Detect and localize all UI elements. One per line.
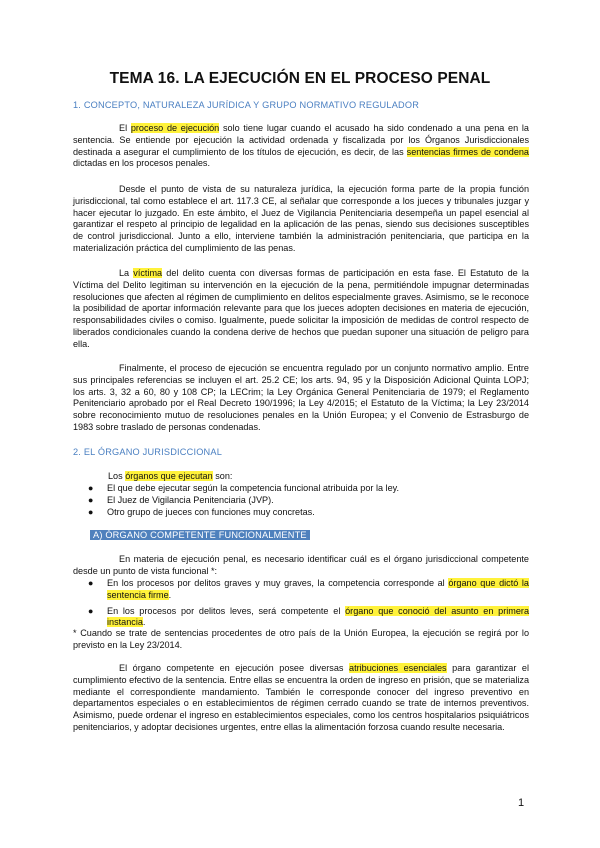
paragraph-organo-competente: En materia de ejecución penal, es necesario identificar cuál es el órgano jurisdiccional competente desde un punto de vista funcional *: — [73, 554, 529, 576]
bullet-icon: ● — [88, 483, 94, 493]
highlight-sentencias-firmes: sentencias firmes de condena — [406, 146, 529, 157]
highlight-atribuciones-esenciales: atribuciones esenciales — [349, 663, 447, 673]
paragraph-atribuciones: El órgano competente en ejecución posee diversas atribuciones esenciales para garantizar el cumplimiento efectivo de la sentencia. Entre ellas se encuentra la orden de ingreso en prisión, que se materializa mediante el correspondiente mandamiento. También le corresponde conocer del ingreso preventivo en departamentos especiales o en establecimientos de régimen cerrado cuando se trate de internos preventivos. Asimismo, puede ordenar el ingreso en establecimientos especiales, como los centros hospitalarios psiquiátricos penitenciarios, y adoptar decisiones urgentes, entre ellas la alimentación forzosa cuando resulte necesaria. — [73, 663, 530, 732]
competence-list — [73, 578, 529, 629]
organos-intro: Los órganos que ejecutan son: — [108, 471, 233, 481]
page-number: 1 — [518, 797, 525, 809]
section-2-heading: 2. EL ÓRGANO JURISDICCIONAL — [73, 447, 223, 457]
section-1-heading: 1. CONCEPTO, NATURALEZA JURÍDICA Y GRUPO NORMATIVO REGULADOR — [73, 100, 420, 110]
organos-list — [73, 483, 529, 518]
paragraph-victima: La víctima del delito cuenta con diversas formas de participación en esta fase. El Estatuto de la Víctima del Delito legitiman su intervención en la ejecución de la pena, permitiéndole impugnar determinadas resoluciones que afecten al régimen de cumplimiento en delitos especialmente graves. Asimismo, se le reconoce la posibilidad de aportar información relevante para que los jueces adopten decisiones en materia de ejecución, responsabilidades civiles o comiso. Igualmente, puede solicitar la imposición de medidas de control respecto de liberados condicionales cuando la condena derive de hechos que puedan suponer una situación de peligro para ella. — [73, 268, 529, 349]
paragraph-naturaleza-juridica: Desde el punto de vista de su naturaleza jurídica, la ejecución forma parte de la propia función jurisdiccional, tal como establece el art. 117.3 CE, al señalar que corresponde a los jueces y tribunales juzgar y hacer ejecutar lo juzgado. En este ámbito, el Juez de Vigilancia Penitenciaria desempeña un papel esencial al garantizar el respeto al principio de legalidad en la aplicación de las penas, siendo sus decisiones susceptibles de control jurisdiccional. Junto a ello, interviene también la administración penitenciaria, que participa en la materialización práctica del cumplimiento de las penas. — [73, 184, 529, 253]
list-item: ● El Juez de Vigilancia Penitenciaria (JVP). — [88, 494, 274, 505]
paragraph-grupo-normativo: Finalmente, el proceso de ejecución se encuentra regulado por un conjunto normativo amplio. Entre sus principales referencias se incluyen el art. 25.2 CE; los arts. 94, 95 y la Disposición Adicional Quinta LOPJ; los arts. 3, 32 a 60, 80 y 108 CP; la LECrim; la Ley Orgánica General Penitenciaria de 1979; el Reglamento Penitenciario aprobado por el Real Decreto 190/1996; la Ley 4/2015; el Estatuto de la Víctima; la Ley 23/2014 sobre reconocimiento mutuo de resoluciones penales en la Unión Europea; y el Convenio de Estrasburgo de 1983 sobre traslado de personas condenadas. — [73, 363, 529, 432]
paragraph-proceso-ejecucion: El proceso de ejecución solo tiene lugar cuando el acusado ha sido condenado a una pena en la sentencia. Se entiende por ejecución la actividad ordenada y fiscalizada por los Órganos Jurisdiccionales destinada a asegurar el cumplimiento de los títulos de ejecución, es decir, de las sentencias firmes de condena dictadas en los procesos penales. — [73, 123, 529, 169]
document-title: TEMA 16. LA EJECUCIÓN EN EL PROCESO PENAL — [109, 70, 491, 87]
bullet-icon: ● — [88, 578, 94, 588]
footnote: * Cuando se trate de sentencias procedentes de otro país de la Unión Europea, la ejecución se regirá por lo previsto en la Ley 23/2014. — [73, 628, 529, 650]
bullet-icon: ● — [88, 605, 94, 616]
list-item: ● Otro grupo de jueces con funciones muy concretas. — [88, 506, 315, 517]
list-item: ● En los procesos por delitos graves y muy graves, la competencia corresponde al órgano que dictó la sentencia firme. — [88, 578, 529, 600]
list-item: ● En los procesos por delitos leves, será competente el órgano que conoció del asunto en primera instancia. — [88, 605, 530, 628]
bullet-icon: ● — [88, 494, 94, 505]
bullet-icon: ● — [88, 506, 94, 517]
highlight-proceso-ejecucion: proceso de ejecución — [130, 123, 220, 133]
subsection-a-heading: A) ÓRGANO COMPETENTE FUNCIONALMENTE — [90, 530, 310, 540]
highlight-organos-ejecutan: órganos que ejecutan — [125, 471, 213, 481]
list-item: ● El que debe ejecutar según la competencia funcional atribuida por la ley. — [88, 483, 400, 493]
highlight-organo-primera-instancia: órgano que conoció del asunto en primera instancia — [107, 605, 530, 628]
highlight-organo-dicto-sentencia: órgano que dictó la sentencia firme — [107, 578, 529, 600]
highlight-victima: víctima — [133, 268, 163, 278]
